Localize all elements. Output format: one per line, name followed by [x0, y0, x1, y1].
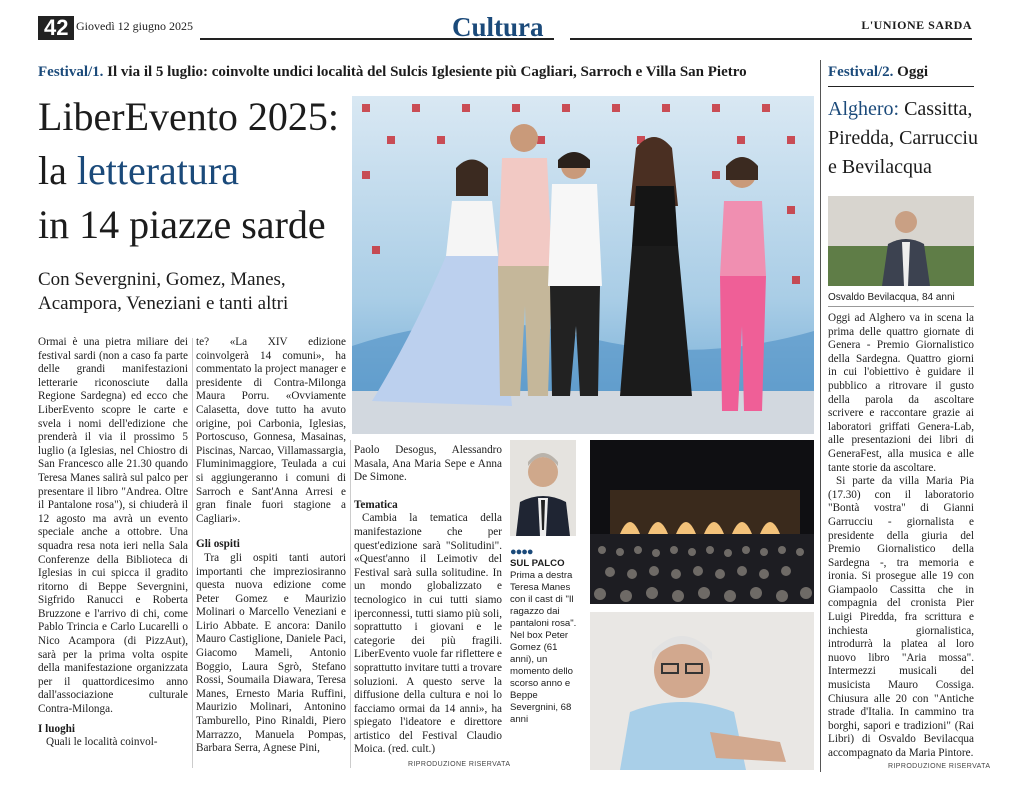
col-rule-2 [350, 440, 351, 768]
masthead: L'UNIONE SARDA [861, 18, 972, 32]
side-body-p1: Oggi ad Alghero va in scena la prima delle quattro giornate di Genera - Premio Giornalistico della Sardegna. Quattro giorni in cui l'obiettivo è guidare il pubblico a ritrovare il gusto della parola da ascoltare scrivere e raccontare grazie ai laboratori griffati Genera-Lab, alle presentazioni dei libri di GeneraFest, alla musica e alle tante storie da ascoltare. [828, 312, 974, 474]
section-title: Cultura [452, 12, 544, 42]
headline-highlight: letteratura [76, 148, 239, 193]
side-kicker-label: Festival/2. [828, 64, 894, 80]
side-headline-rest: Cassitta, Piredda, Carrucciu e Bevilacqua [828, 98, 978, 178]
header-rule-right [570, 38, 972, 40]
main-body-column-3 [354, 444, 502, 756]
main-kicker-label: Festival/1. [38, 64, 104, 80]
portrait-illustration [510, 440, 576, 536]
main-body-col1-tail: Quali le località coinvol- [46, 736, 158, 749]
portrait-peter-gomez [510, 440, 576, 536]
main-photo [352, 96, 814, 434]
severgnini-illustration [590, 612, 814, 770]
main-body-col1-text: Ormai è una pietra miliare dei festival sardi (non a caso fa parte delle grandi manifestazioni letterarie riconosciute dalla Regione Sardegna) ed ecco che LiberEvento scopre le carte e svela i nomi dell'edizione che prenderà il via il prossimo 5 luglio (a Iglesias, nel Chiostro di San Francesco alle 21.30 quando Teresa Manes salirà sul palco per presentare il libro "Andrea. Oltre il Pantalone rosa"), si chiuderà il 12 agosto ma avrà un evento speciale anche a ottobre. Una squadra resa nota ieri nella Sala Conferenze della Biblioteca di Iglesias in cui spicca il gradito ritorno di Beppe Severgnini, Sigfrido Ranucci e Roberta Bruzzone e l'arrivo di chi, come Pablo Trincia e Carlo Lucarelli o Nico Acampora (di PizzAut), sarà per la prima volta ospite della manifestazione organizzata per il quattordicesimo anno dall'associazione culturale Contra-Milonga. [38, 336, 188, 716]
portrait-beppe-severgnini [590, 612, 814, 770]
headline-line-2 [38, 144, 348, 198]
bevilacqua-illustration [828, 196, 974, 286]
main-repro-notice: RIPRODUZIONE RISERVATA [408, 761, 511, 768]
subhead-luoghi: I luoghi [38, 722, 75, 735]
headline-line-1: LiberEvento 2025: [38, 94, 340, 139]
column-divider [820, 60, 821, 772]
main-body-col3-text: Paolo Desogus, Alessandro Masala, Ana Maria Sepe e Anna De Simone. [354, 444, 502, 484]
side-kicker-text: Oggi [897, 64, 928, 80]
side-photo-caption: Osvaldo Bevilacqua, 84 anni [828, 292, 955, 303]
side-caption-rule [828, 306, 974, 307]
page-number: 42 [38, 16, 74, 40]
side-kicker [828, 64, 988, 81]
main-subhead: Con Severgnini, Gomez, Manes, Acampora, Veneziani e tanti altri [38, 269, 289, 314]
photo-caption [510, 546, 582, 726]
caption-text: Prima a destra Teresa Manes con il cast di "Il ragazzo dai pantaloni rosa". Nel box Peter Gomez (61 anni), un momento dello scorso anno e Beppe Severgnini, 68 anni [510, 570, 577, 725]
main-body-col2-text: te? «La XIV edizione coinvolgerà 14 comuni», ha commentato la project manager e presidente di Contra-Milonga Maura Porru. «Ovviamente Calasetta, dove tutto ha avuto origine, poi Carbonia, Iglesias, Portoscuso, Gonnesa, Masainas, Piscinas, Narcao, Villamassargia, Fluminimaggiore, Teulada a cui si aggiungeranno i comuni di Sarroch e Sant'Anna Arresi e gran finale fuori stagione a Cagliari». [196, 336, 346, 525]
headline-line-2-pre: la [38, 148, 77, 193]
subhead-ospiti: Gli ospiti [196, 538, 240, 551]
caption-label: SUL PALCO [510, 558, 565, 569]
side-photo-bevilacqua [828, 196, 974, 286]
main-body-column-1 [38, 336, 188, 772]
side-body [828, 312, 974, 760]
night-crowd-illustration [590, 440, 814, 604]
side-headline [828, 95, 978, 182]
main-kicker-text: Il via il 5 luglio: coinvolte undici località del Sulcis Iglesiente più Cagliari, Sarroch e Villa San Pietro [107, 64, 747, 80]
side-headline-place: Alghero: [828, 98, 900, 120]
main-body-column-2 [196, 336, 346, 772]
event-night-photo [590, 440, 814, 604]
main-body-col3-tail: Cambia la tematica della manifestazione che per quest'edizione sarà "Solitudini". «Quest'anno il Leimotiv del Festival sarà sulla solitudine. In un mondo globalizzato e tecnologico in cui tutti siamo iperconnessi, tutti siamo più soli, soprattutto i giovani e le categorie dei più fragili. LiberEvento vuole far riflettere e soprattutto invitare tutti a trovare soluzioni. A questo serve la diffusione della cultura e noi lo facciamo ormai da 14 anni», ha spiegato l'ideatore e direttore artistico del Festival Claudio Moica. (red. cult.) [354, 512, 502, 756]
subhead-tematica: Tematica [354, 498, 398, 511]
main-headline [38, 90, 348, 252]
side-repro-notice: RIPRODUZIONE RISERVATA [888, 763, 991, 770]
issue-date: Giovedì 12 giugno 2025 [76, 19, 193, 33]
main-body-col2-tail: Tra gli ospiti tanti autori importanti che impreziosiranno questa nuova edizione come Peter Gomez e Maurizio Molinari o Marcello Veneziani e Lirio Abbate. E ancora: Danilo Mauro Castiglione, Daniele Paci, Giacomo Mameli, Antonio Boggio, Laura Sgrò, Stefano Rossi, Soumaila Diawara, Teresa Manes, Ernesto Maria Ruffini, Maurizio Molinari, Antonino Tamburello, Pino Rinaldi, Piero Marrazzo, Manuela Pompas, Barbara Serra, Agnese Pini, [196, 551, 346, 755]
col-rule-1 [192, 338, 193, 768]
side-body-p2: Si parte da villa Maria Pia (17.30) con il laboratorio "Bontà vostra" di Gianni Garrucciu - giornalista e presidente della giuria del Premio Giornalistico della Sardegna -, tra memoria e ironia. Si prosegue alle 19 con Giampaolo Cassitta che in compagnia del cronista Pier Luigi Piredda, fra scrittura e inchiesta giornalistica, introdurrà la platea al loro nuovo libro "Aria mossa". Intermezzi musicali del musicista Mauro Cossiga. Chiusura alle 20 con "Antiche strade d'Italia. In cammino tra borghi, sapori e tradizioni" (Rai Libri) di Osvaldo Bevilacqua accompagnato da Maria Pintore. [828, 475, 974, 759]
dots-icon: ●●●● [510, 546, 533, 558]
cast-photo-illustration [352, 96, 814, 434]
side-kicker-rule [828, 86, 974, 87]
main-kicker [38, 64, 818, 81]
headline-line-3: in 14 piazze sarde [38, 202, 326, 247]
